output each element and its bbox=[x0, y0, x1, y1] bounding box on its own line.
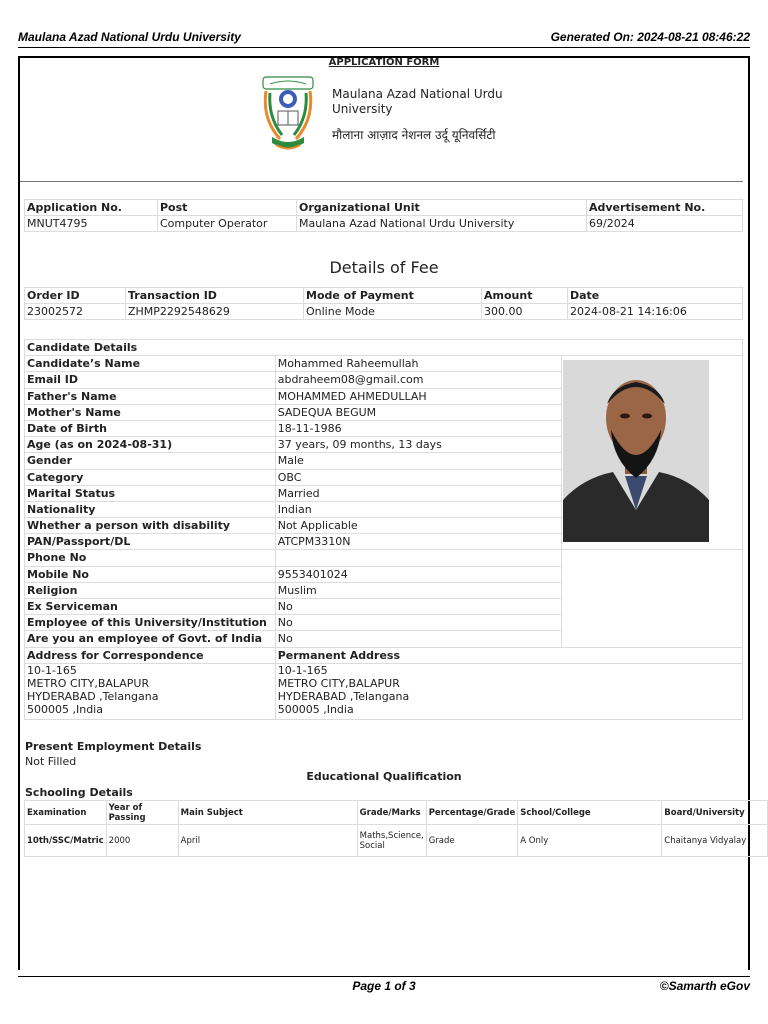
address-line: 500005 ,India bbox=[277, 702, 354, 716]
email-value: abdraheem08@gmail.com bbox=[275, 372, 562, 388]
footer-brand: ©Samarth eGov bbox=[659, 979, 750, 993]
address-permanent bbox=[275, 663, 742, 719]
religion-value: Muslim bbox=[275, 582, 562, 598]
col-main-subject: Main Subject bbox=[178, 801, 357, 825]
schooling-table bbox=[24, 800, 768, 857]
address-line: HYDERABAD ,Telangana bbox=[277, 689, 410, 703]
marital-status-value: Married bbox=[275, 485, 562, 501]
table-header-row bbox=[25, 801, 768, 825]
age-label: Age (as on 2024-08-31) bbox=[25, 437, 276, 453]
education-section-title: Educational Qualification bbox=[306, 770, 462, 783]
gender-label: Gender bbox=[25, 453, 276, 469]
govt-employee-value: No bbox=[275, 631, 562, 647]
col-examination: Examination bbox=[25, 801, 107, 825]
section-divider bbox=[20, 181, 743, 182]
mother-name-label: Mother's Name bbox=[25, 404, 276, 420]
address-correspondence bbox=[25, 663, 276, 719]
order-id-value: 23002572 bbox=[25, 304, 126, 320]
mobile-value: 9553401024 bbox=[275, 566, 562, 582]
mode-of-payment-value: Online Mode bbox=[304, 304, 482, 320]
exam-value: 10th/SSC/Matric bbox=[25, 825, 107, 857]
university-employee-value: No bbox=[275, 615, 562, 631]
candidate-section-header bbox=[25, 340, 743, 356]
board-value: Chaitanya Vidyalay bbox=[662, 825, 768, 857]
candidate-photo bbox=[563, 360, 709, 542]
ex-serviceman-label: Ex Serviceman bbox=[25, 599, 276, 615]
col-amount: Amount bbox=[482, 288, 568, 304]
address-row bbox=[25, 663, 743, 719]
address-line: HYDERABAD ,Telangana bbox=[27, 689, 159, 703]
col-board-university: Board/University bbox=[662, 801, 768, 825]
email-label: Email ID bbox=[25, 372, 276, 388]
candidate-name-label: Candidate’s Name bbox=[25, 356, 276, 372]
col-grade-marks: Grade/Marks bbox=[357, 801, 426, 825]
table-row bbox=[25, 304, 743, 320]
col-mode-of-payment: Mode of Payment bbox=[304, 288, 482, 304]
university-employee-label: Employee of this University/Institution bbox=[25, 615, 276, 631]
col-transaction-id: Transaction ID bbox=[126, 288, 304, 304]
pan-value: ATCPM3310N bbox=[275, 534, 562, 550]
grade-marks-value: Maths,Science, Social bbox=[357, 825, 426, 857]
date-value: 2024-08-21 14:16:06 bbox=[568, 304, 743, 320]
header-divider bbox=[18, 47, 750, 48]
footer-divider bbox=[18, 976, 750, 977]
col-order-id: Order ID bbox=[25, 288, 126, 304]
table-row bbox=[25, 216, 743, 232]
pan-label: PAN/Passport/DL bbox=[25, 534, 276, 550]
candidate-photo-cell bbox=[562, 356, 743, 550]
gender-value: Male bbox=[275, 453, 562, 469]
address-line: 10-1-165 bbox=[277, 663, 328, 677]
father-name-value: MOHAMMED AHMEDULLAH bbox=[275, 388, 562, 404]
table-row bbox=[25, 550, 743, 566]
age-value: 37 years, 09 months, 13 days bbox=[275, 437, 562, 453]
table-row bbox=[25, 825, 768, 857]
advertisement-no-value: 69/2024 bbox=[587, 216, 743, 232]
category-label: Category bbox=[25, 469, 276, 485]
year-value: 2000 bbox=[106, 825, 178, 857]
header-generated-on: Generated On: 2024-08-21 08:46:22 bbox=[550, 30, 750, 44]
address-header-row bbox=[25, 647, 743, 663]
organizational-unit-value: Maulana Azad National Urdu University bbox=[297, 216, 587, 232]
father-name-label: Father's Name bbox=[25, 388, 276, 404]
col-application-no: Application No. bbox=[25, 200, 158, 216]
col-organizational-unit: Organizational Unit bbox=[297, 200, 587, 216]
table-row bbox=[25, 356, 743, 372]
dob-label: Date of Birth bbox=[25, 420, 276, 436]
col-year-of-passing: Year of Passing bbox=[106, 801, 178, 825]
nationality-value: Indian bbox=[275, 501, 562, 517]
percentage-value: Grade bbox=[426, 825, 518, 857]
ex-serviceman-value: No bbox=[275, 599, 562, 615]
col-date: Date bbox=[568, 288, 743, 304]
employment-section-title: Present Employment Details bbox=[25, 740, 202, 753]
fee-table bbox=[24, 287, 743, 320]
header-university: Maulana Azad National Urdu University bbox=[18, 30, 241, 44]
col-school-college: School/College bbox=[518, 801, 662, 825]
form-title: APPLICATION FORM bbox=[328, 57, 440, 68]
marital-status-label: Marital Status bbox=[25, 485, 276, 501]
candidate-name-value: Mohammed Raheemullah bbox=[275, 356, 562, 372]
address-permanent-label: Permanent Address bbox=[275, 647, 742, 663]
phone-value bbox=[275, 550, 562, 566]
govt-employee-label: Are you an employee of Govt. of India bbox=[25, 631, 276, 647]
disability-label: Whether a person with disability bbox=[25, 518, 276, 534]
page-number: Page 1 of 3 bbox=[352, 979, 416, 993]
university-logo-icon bbox=[258, 75, 318, 155]
col-percentage-grade: Percentage/Grade bbox=[426, 801, 518, 825]
address-line: 10-1-165 bbox=[27, 663, 77, 677]
photo-below-cell bbox=[562, 550, 743, 647]
employment-value: Not Filled bbox=[25, 755, 77, 768]
school-value: A Only bbox=[518, 825, 662, 857]
transaction-id-value: ZHMP2292548629 bbox=[126, 304, 304, 320]
fee-section-title: Details of Fee bbox=[329, 258, 439, 277]
address-line: METRO CITY,BALAPUR bbox=[277, 676, 400, 690]
table-header-row bbox=[25, 200, 743, 216]
disability-value: Not Applicable bbox=[275, 518, 562, 534]
dob-value: 18-11-1986 bbox=[275, 420, 562, 436]
category-value: OBC bbox=[275, 469, 562, 485]
application-no-value: MNUT4795 bbox=[25, 216, 158, 232]
page-footer bbox=[18, 979, 750, 995]
page-header bbox=[18, 30, 750, 46]
address-line: 500005 ,India bbox=[27, 702, 103, 716]
subject-value: April bbox=[178, 825, 357, 857]
nationality-label: Nationality bbox=[25, 501, 276, 517]
col-advertisement-no: Advertisement No. bbox=[587, 200, 743, 216]
mother-name-value: SADEQUA BEGUM bbox=[275, 404, 562, 420]
application-table bbox=[24, 199, 743, 232]
candidate-section-title: Candidate Details bbox=[25, 340, 743, 356]
amount-value: 300.00 bbox=[482, 304, 568, 320]
post-value: Computer Operator bbox=[158, 216, 297, 232]
col-post: Post bbox=[158, 200, 297, 216]
schooling-section-title: Schooling Details bbox=[25, 786, 133, 799]
address-line: METRO CITY,BALAPUR bbox=[27, 676, 150, 690]
address-correspondence-label: Address for Correspondence bbox=[25, 647, 276, 663]
candidate-details-table bbox=[24, 339, 743, 720]
phone-label: Phone No bbox=[25, 550, 276, 566]
mobile-label: Mobile No bbox=[25, 566, 276, 582]
university-name-english: Maulana Azad National Urdu University bbox=[332, 87, 503, 116]
university-name-hindi: मौलाना आज़ाद नेशनल उर्दू यूनिवर्सिटी bbox=[332, 128, 496, 142]
religion-label: Religion bbox=[25, 582, 276, 598]
table-header-row bbox=[25, 288, 743, 304]
